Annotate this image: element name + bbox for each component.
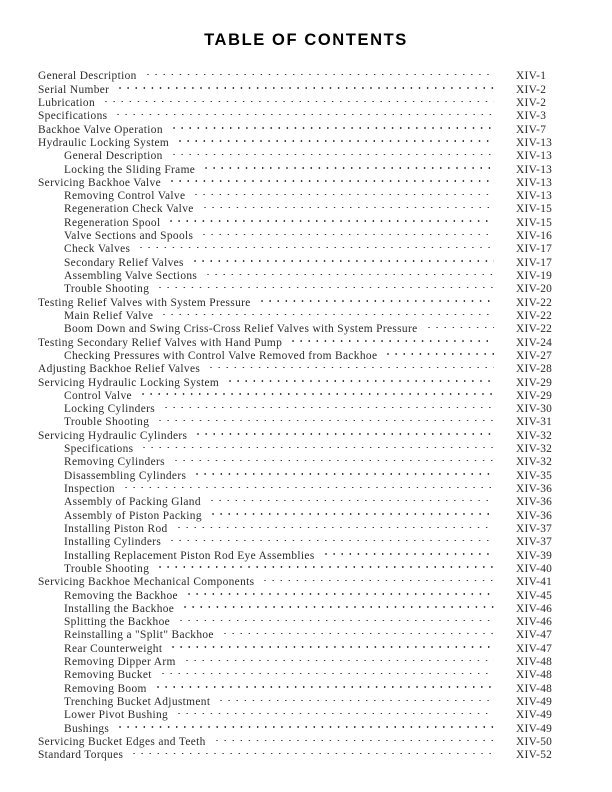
toc-dot-leader: [139, 386, 494, 399]
toc-entry-page-number: XIV-36: [516, 483, 553, 495]
toc-entry-page-number: XIV-17: [516, 256, 553, 269]
toc-entry-page-number: XIV-41: [516, 576, 553, 589]
toc-entry-label: Rear Counterweight: [64, 642, 163, 655]
toc-dot-leader: [207, 359, 494, 372]
toc-dot-leader: [154, 678, 494, 691]
toc-entry-page-number: XIV-37: [516, 536, 553, 549]
toc-entry-label: Trouble Shooting: [64, 416, 150, 429]
toc-entry-page-number: XIV-37: [516, 522, 553, 535]
toc-entry-label: Hydraulic Locking System: [38, 136, 170, 149]
toc-entry-label: Trouble Shooting: [64, 562, 150, 575]
toc-entry-page-number: XIV-36: [516, 496, 553, 509]
toc-entry-label: Inspection: [64, 483, 115, 495]
toc-dot-leader: [159, 665, 494, 678]
toc-dot-leader: [122, 479, 494, 492]
toc-entry-page-number: XIV-39: [516, 549, 553, 562]
toc-dot-leader: [140, 439, 494, 452]
toc-entry-label: Testing Relief Valves with System Pressure: [38, 296, 251, 309]
toc-dot-leader: [175, 519, 494, 532]
toc-entry-page-number: XIV-13: [516, 163, 553, 176]
toc-dot-leader: [168, 532, 494, 545]
toc-dot-leader: [226, 372, 494, 385]
toc-dot-leader: [176, 133, 494, 146]
toc-entry-label: Regeneration Spool: [64, 216, 161, 229]
toc-dot-leader: [200, 226, 494, 239]
toc-entry-page-number: XIV-2: [516, 83, 547, 96]
toc-entry-page-number: XIV-47: [516, 642, 553, 655]
toc-dot-leader: [102, 93, 494, 106]
toc-entry-page-number: XIV-22: [516, 309, 553, 322]
toc-entry-page-number: XIV-47: [516, 629, 553, 642]
toc-dot-leader: [114, 106, 494, 119]
toc-entry-page-number: XIV-49: [516, 722, 553, 735]
toc-dot-leader: [201, 199, 494, 212]
toc-dot-leader: [183, 652, 494, 665]
toc-entry-page-number: XIV-20: [516, 283, 553, 296]
toc-entry-label: Removing Boom: [64, 682, 147, 695]
toc-entry-page-number: XIV-45: [516, 589, 553, 602]
toc-entry-page-number: XIV-19: [516, 270, 553, 282]
page-title: TABLE OF CONTENTS: [204, 31, 408, 49]
toc-entry-page-number: XIV-3: [516, 110, 547, 123]
toc-dot-leader: [177, 612, 494, 625]
toc-entry-page-number: XIV-27: [516, 349, 553, 362]
toc-entry-label: Servicing Hydraulic Cylinders: [38, 429, 188, 442]
toc-entry-label: Servicing Backhoe Mechanical Components: [38, 576, 255, 589]
toc-dot-leader: [116, 79, 494, 92]
toc-entry-label: Removing Bucket: [64, 669, 152, 682]
toc-entry-label: Trouble Shooting: [64, 283, 150, 296]
toc-dot-leader: [192, 186, 494, 199]
toc-entry[interactable]: [38, 66, 574, 83]
toc-entry-label: Reinstalling a "Split" Backhoe: [64, 629, 214, 642]
toc-dot-leader: [191, 252, 494, 265]
toc-entry-page-number: XIV-24: [516, 336, 553, 349]
toc-dot-leader: [202, 159, 494, 172]
toc-dot-leader: [156, 279, 494, 292]
toc-dot-leader: [160, 306, 494, 319]
toc-entry-page-number: XIV-13: [516, 150, 553, 163]
toc-entry-page-number: XIV-17: [516, 243, 553, 256]
toc-entry-page-number: XIV-49: [516, 696, 553, 708]
toc-dot-leader: [209, 505, 494, 518]
toc-dot-leader: [258, 292, 494, 305]
toc-entry-page-number: XIV-15: [516, 216, 553, 229]
toc-entry-label: Removing Dipper Arm: [64, 656, 176, 669]
toc-entry-label: Servicing Backhoe Valve: [38, 176, 161, 189]
toc-entry-page-number: XIV-50: [516, 735, 553, 748]
toc-entry-label: Installing the Backhoe: [64, 602, 175, 615]
toc-entry-label: Removing the Backhoe: [64, 589, 178, 602]
toc-entry-label: Specifications: [38, 110, 108, 123]
toc-entry-label: Check Valves: [64, 243, 131, 256]
toc-entry-label: Assembly of Piston Packing: [64, 509, 202, 522]
toc-dot-leader: [169, 638, 494, 651]
toc-dot-leader: [181, 599, 494, 612]
toc-entry-page-number: XIV-30: [516, 403, 553, 416]
toc-entry-page-number: XIV-46: [516, 616, 553, 629]
toc-entry[interactable]: [38, 119, 574, 136]
toc-dot-leader: [384, 346, 494, 359]
toc-entry-label: General Description: [64, 150, 163, 163]
toc-entry-label: Lower Pivot Bushing: [64, 709, 169, 722]
toc-dot-leader: [170, 119, 494, 132]
toc-entry[interactable]: [38, 93, 574, 109]
toc-dot-leader: [162, 399, 494, 412]
toc-dot-leader: [144, 66, 494, 79]
toc-dot-leader: [156, 559, 494, 572]
toc-entry-label: Removing Control Valve: [64, 190, 186, 203]
toc-entry-label: Specifications: [64, 443, 134, 456]
toc-entry-label: Adjusting Backhoe Relief Valves: [38, 363, 201, 376]
toc-entry-label: Backhoe Valve Operation: [38, 123, 163, 136]
toc-entry-page-number: XIV-28: [516, 363, 553, 376]
toc-dot-leader: [208, 492, 494, 505]
toc-entry-label: Testing Secondary Relief Valves with Hand Pump: [38, 336, 283, 349]
toc-entry-label: Locking Cylinders: [64, 403, 156, 416]
toc-entry-page-number: XIV-49: [516, 709, 553, 722]
toc-entry-page-number: XIV-48: [516, 682, 553, 695]
toc-dot-leader: [221, 625, 494, 638]
toc-dot-leader: [130, 745, 494, 758]
toc-entry-label: Serial Number: [38, 83, 110, 96]
toc-dot-leader: [175, 705, 494, 718]
toc-entry-page-number: XIV-29: [516, 389, 553, 402]
toc-entry-label: Secondary Relief Valves: [64, 256, 184, 269]
toc-entry-page-number: XIV-31: [516, 416, 553, 429]
toc-entry-label: Main Relief Valve: [64, 309, 154, 322]
toc-dot-leader: [137, 239, 494, 252]
toc-dot-leader: [322, 545, 494, 558]
toc-entry-label: Assembling Valve Sections: [64, 270, 198, 282]
toc-entry[interactable]: [38, 106, 574, 123]
toc-entry-page-number: XIV-13: [516, 176, 553, 189]
toc-entry-page-number: XIV-52: [516, 749, 553, 762]
toc-entry-page-number: XIV-15: [516, 203, 553, 216]
toc-entry-page-number: XIV-7: [516, 123, 547, 136]
toc-entry-label: Installing Cylinders: [64, 536, 162, 549]
toc-entry-label: Regeneration Check Valve: [64, 203, 194, 216]
toc-entry-page-number: XIV-32: [516, 456, 553, 469]
toc-dot-leader: [170, 146, 494, 159]
toc-dot-leader: [289, 332, 494, 345]
toc-entry-label: Removing Cylinders: [64, 456, 165, 469]
toc-dot-leader: [172, 452, 494, 465]
toc-dot-leader: [116, 718, 494, 731]
toc-dot-leader: [194, 425, 494, 438]
toc-entry-page-number: XIV-48: [516, 669, 553, 682]
toc-entry-label: Disassembling Cylinders: [64, 469, 187, 482]
toc-entry-page-number: XIV-1: [516, 70, 547, 83]
table-of-contents-list: [38, 66, 574, 762]
toc-dot-leader: [204, 266, 494, 279]
toc-entry[interactable]: [38, 79, 574, 96]
toc-entry-label: Splitting the Backhoe: [64, 616, 171, 629]
toc-dot-leader: [425, 319, 494, 332]
toc-entry-page-number: XIV-29: [516, 376, 553, 389]
toc-entry-label: Control Valve: [64, 389, 132, 402]
toc-entry-page-number: XIV-48: [516, 656, 553, 669]
toc-entry-label: General Description: [38, 70, 137, 83]
toc-entry-page-number: XIV-22: [516, 296, 553, 309]
toc-entry-page-number: XIV-35: [516, 469, 553, 482]
toc-entry[interactable]: [38, 718, 574, 735]
toc-entry-label: Standard Torques: [38, 749, 124, 762]
toc-dot-leader: [217, 692, 494, 705]
toc-entry-label: Bushings: [64, 722, 110, 735]
toc-entry-page-number: XIV-2: [516, 96, 547, 109]
toc-entry-page-number: XIV-36: [516, 509, 553, 522]
toc-dot-leader: [168, 173, 494, 186]
toc-entry-label: Trenching Bucket Adjustment: [64, 696, 211, 708]
toc-entry-label: Installing Replacement Piston Rod Eye Assemblies: [64, 549, 315, 562]
toc-entry-label: Boom Down and Swing Criss-Cross Relief Valves with System Pressure: [64, 323, 418, 336]
toc-entry-label: Assembly of Packing Gland: [64, 496, 201, 509]
toc-entry-label: Valve Sections and Spools: [64, 230, 194, 243]
toc-entry-label: Servicing Hydraulic Locking System: [38, 376, 220, 389]
toc-entry-page-number: XIV-46: [516, 602, 553, 615]
toc-entry-page-number: XIV-13: [516, 190, 553, 203]
toc-dot-leader: [156, 412, 494, 425]
toc-entry-page-number: XIV-32: [516, 429, 553, 442]
toc-entry-label: Servicing Bucket Edges and Teeth: [38, 735, 206, 748]
toc-dot-leader: [167, 212, 494, 225]
toc-dot-leader: [185, 585, 494, 598]
toc-entry[interactable]: [38, 732, 574, 748]
toc-dot-leader: [213, 732, 494, 745]
toc-entry-page-number: XIV-32: [516, 443, 553, 456]
toc-dot-leader: [193, 465, 494, 478]
toc-entry-page-number: XIV-40: [516, 562, 553, 575]
toc-dot-leader: [261, 572, 494, 585]
toc-entry-label: Lubrication: [38, 96, 95, 109]
toc-entry-page-number: XIV-13: [516, 136, 553, 149]
toc-entry-label: Locking the Sliding Frame: [64, 163, 196, 176]
toc-entry-label: Installing Piston Rod: [64, 522, 168, 535]
toc-entry-page-number: XIV-22: [516, 323, 553, 336]
toc-entry-label: Checking Pressures with Control Valve Removed from Backhoe: [64, 349, 378, 362]
toc-entry-page-number: XIV-16: [516, 230, 553, 243]
